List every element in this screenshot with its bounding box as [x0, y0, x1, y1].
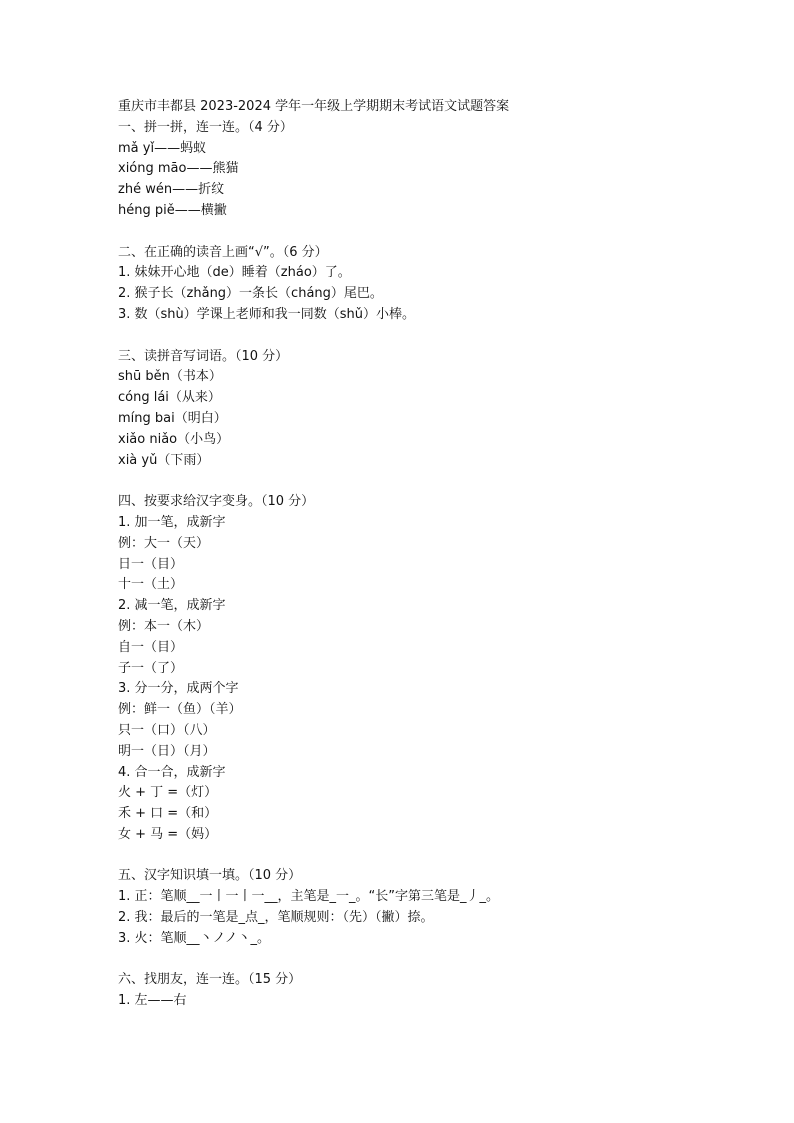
answer-line: 3. 分一分，成两个字: [118, 681, 239, 697]
answer-line: zhé wén——折纹: [118, 182, 225, 198]
answer-line: 子一（了）: [118, 660, 184, 676]
section-heading: 二、在正确的读音上画“√”。（6 分）: [118, 244, 328, 260]
spacer: [118, 471, 718, 492]
answer-line: 2. 猴子长（zhǎng）一条长（cháng）尾巴。: [118, 286, 383, 302]
answer-line: 例：本一（木）: [118, 618, 210, 634]
section-2: [118, 243, 718, 326]
answer-line: 明一（日）（月）: [118, 743, 216, 759]
answer-line: 3. 火：笔顺__丶ノノ丶_。: [118, 930, 270, 946]
answer-line: 女 + 马 =（妈）: [118, 826, 218, 842]
section-heading: 五、汉字知识填一填。（10 分）: [118, 868, 302, 884]
answer-line: 例：鲜一（鱼）（羊）: [118, 702, 242, 718]
answer-line: xià yǔ（下雨）: [118, 452, 210, 468]
section-heading: 三、读拼音写词语。（10 分）: [118, 348, 289, 364]
answer-line: héng piě——横撇: [118, 202, 227, 218]
answer-line: 十一（土）: [118, 577, 184, 593]
answer-line: 2. 减一笔，成新字: [118, 598, 226, 614]
answer-line: 1. 妹妹开心地（de）睡着（zháo）了。: [118, 265, 351, 281]
answer-line: 1. 加一笔，成新字: [118, 514, 226, 530]
answer-line: 例：大一（天）: [118, 535, 210, 551]
answer-line: shū běn（书本）: [118, 369, 222, 385]
answer-line: 禾 + 口 =（和）: [118, 806, 218, 822]
section-4: [118, 492, 718, 846]
answer-line: 2. 我：最后的一笔是_点_，笔顺规则：（先）（撇）捺。: [118, 910, 434, 926]
answer-line: 自一（目）: [118, 639, 184, 655]
section-6: [118, 970, 718, 1012]
answer-line: cóng lái（从来）: [118, 390, 221, 406]
spacer: [118, 326, 718, 347]
answer-line: 日一（目）: [118, 556, 184, 572]
answer-line: 4. 合一合，成新字: [118, 764, 226, 780]
answer-line: 火 + 丁 =（灯）: [118, 785, 218, 801]
section-3: [118, 347, 718, 472]
section-heading: 六、找朋友，连一连。（15 分）: [118, 972, 302, 988]
spacer: [118, 950, 718, 971]
answer-line: mǎ yǐ——蚂蚁: [118, 140, 207, 156]
answer-line: 只一（口）（八）: [118, 722, 216, 738]
answer-line: xióng māo——熊猫: [118, 161, 239, 177]
answer-document: [118, 97, 718, 1012]
spacer: [118, 846, 718, 867]
section-1: [118, 118, 718, 222]
section-heading: 一、拼一拼，连一连。（4 分）: [118, 119, 293, 135]
answer-line: 1. 正：笔顺__一丨一丨一__，主笔是_一_。“长”字第三笔是_丿_。: [118, 889, 500, 905]
section-heading: 四、按要求给汉字变身。（10 分）: [118, 494, 315, 510]
section-5: [118, 866, 718, 949]
answer-line: xiǎo niǎo（小鸟）: [118, 431, 230, 447]
document-title: 重庆市丰都县 2023-2024 学年一年级上学期期末考试语文试题答案: [118, 99, 510, 114]
answer-line: míng bai（明白）: [118, 410, 227, 426]
answer-line: 3. 数（shù）学课上老师和我一同数（shǔ）小棒。: [118, 306, 416, 322]
spacer: [118, 222, 718, 243]
answer-line: 1. 左——右: [118, 993, 187, 1009]
